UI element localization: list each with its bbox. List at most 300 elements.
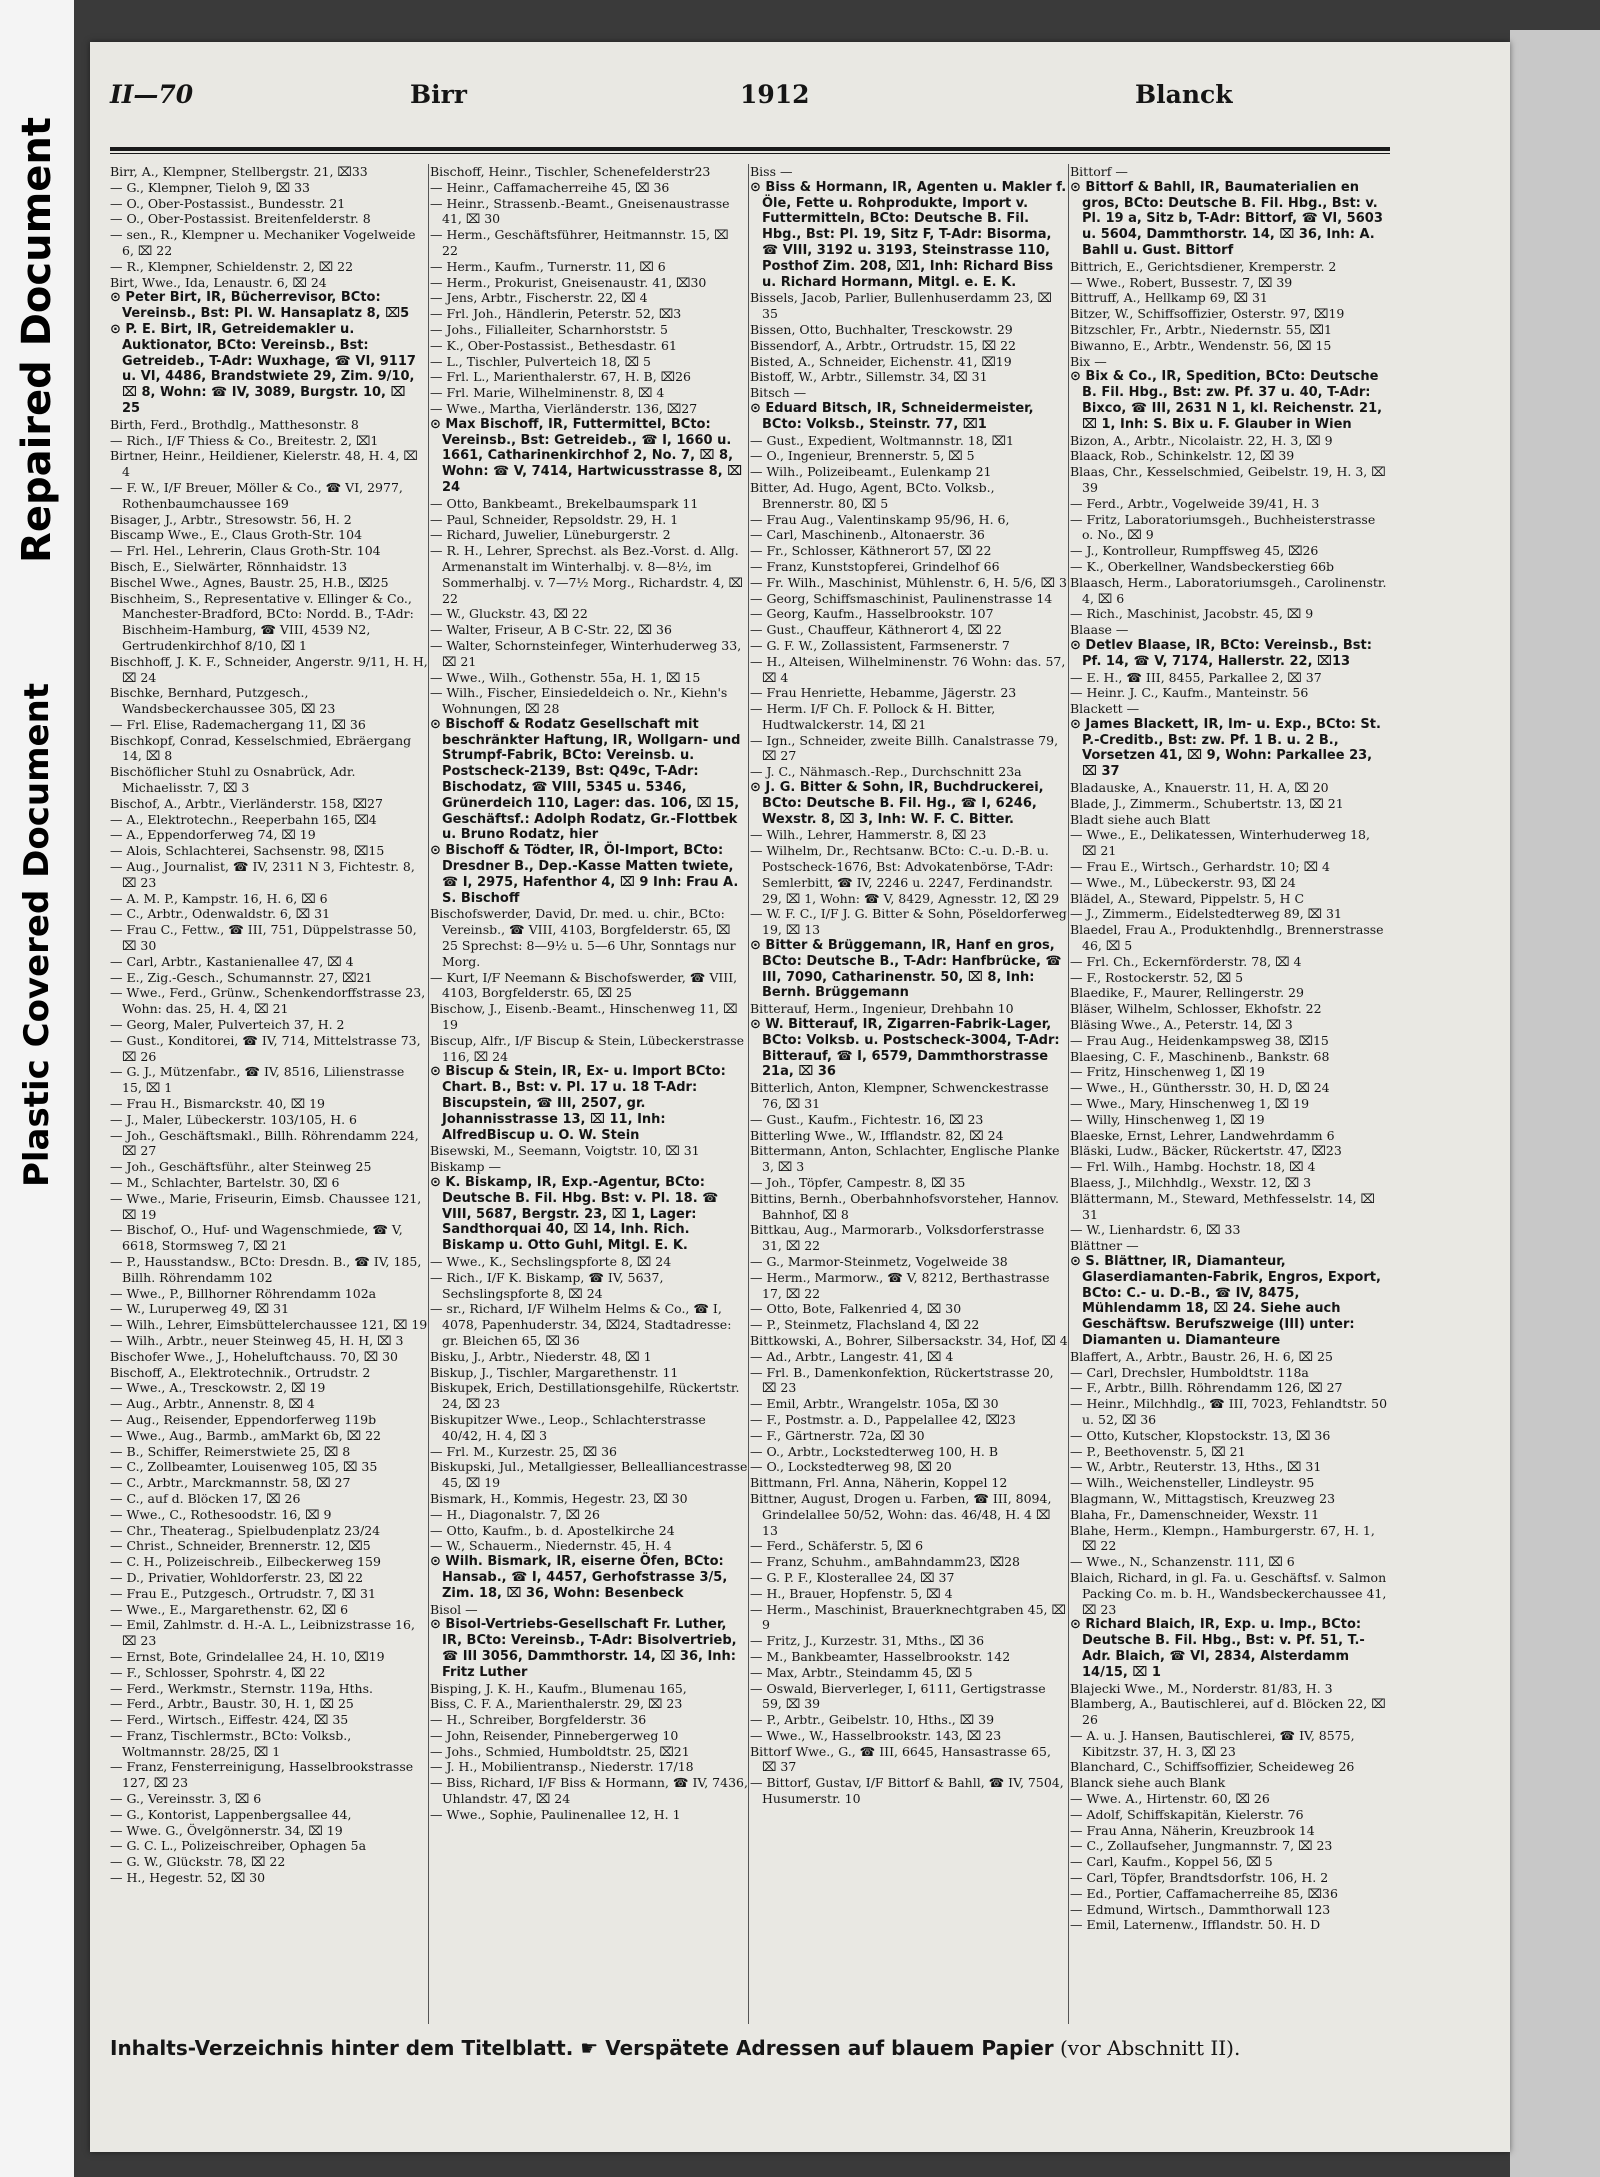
directory-entry: — H., Brauer, Hopfenstr. 5, ⌧ 4 bbox=[750, 1585, 953, 1601]
directory-entry: — Herm., Geschäftsführer, Heitmannstr. 15, ⌧ 22 bbox=[430, 227, 729, 258]
directory-entry: — J. H., Mobilientransp., Niederstr. 17/18 bbox=[430, 1759, 694, 1775]
directory-entry: — F., Gärtnerstr. 72a, ⌧ 30 bbox=[750, 1427, 925, 1443]
directory-entry: — Carl, Drechsler, Humboldtstr. 118a bbox=[1070, 1364, 1309, 1380]
directory-entry: — Wwe., Mary, Hinschenweg 1, ⌧ 19 bbox=[1070, 1096, 1310, 1112]
directory-entry: — Johs., Schmied, Humboldtstr. 25, ⌧21 bbox=[430, 1743, 690, 1759]
directory-entry: Bitzer, W., Schiffsoffizier, Osterstr. 97, ⌧19 bbox=[1070, 306, 1345, 322]
directory-entry: — M., Schlachter, Bartelstr. 30, ⌧ 6 bbox=[110, 1175, 340, 1190]
directory-entry: — Fritz, Laboratoriumsgeh., Buchheisterstrasse o. No., ⌧ 9 bbox=[1070, 511, 1376, 543]
directory-entry: — Kurt, I/F Neemann & Bischofswerder, ☎ VIII, 4103, Borgfelderstr. 65, ⌧ 25 bbox=[430, 969, 738, 1001]
directory-entry: ⊙ Bisol-Vertriebs-Gesellschaft Fr. Luther, IR, BCto: Vereinsb., T-Adr: Bisolvertrieb, ☎ III 3056, Dammthorstr. 14, ⌧ 36, Inh: Fritz Luther bbox=[430, 1617, 737, 1680]
directory-entry: Bitterlich, Anton, Klempner, Schwenckestrasse 76, ⌧ 31 bbox=[750, 1080, 1049, 1112]
directory-entry: Bittkau, Aug., Marmorarb., Volksdorferstrasse 31, ⌧ 22 bbox=[750, 1222, 1045, 1254]
directory-entry: — Gust., Konditorei, ☎ IV, 714, Mittelstrasse 73, ⌧ 26 bbox=[110, 1032, 421, 1064]
directory-entry: — Carl, Arbtr., Kastanienallee 47, ⌧ 4 bbox=[110, 953, 354, 969]
directory-entry: Bittins, Bernh., Oberbahnhofsvorsteher, Hannov. Bahnhof, ⌧ 8 bbox=[750, 1190, 1059, 1222]
directory-entry: Birt, Wwe., Ida, Lenaustr. 6, ⌧ 24 bbox=[110, 274, 327, 290]
directory-entry: — Walter, Schornsteinfeger, Winterhuderweg 33, ⌧ 21 bbox=[430, 637, 742, 669]
directory-entry: Bissendorf, A., Arbtr., Ortrudstr. 15, ⌧ 22 bbox=[750, 337, 1016, 353]
directory-entry: — Frl. Ch., Eckernförderstr. 78, ⌧ 4 bbox=[1070, 953, 1302, 969]
directory-entry: — Fr. Wilh., Maschinist, Mühlenstr. 6, H. 5/6, ⌧ 3 bbox=[750, 574, 1067, 590]
directory-entry: Bischof, A., Arbtr., Vierländerstr. 158, ⌧27 bbox=[110, 795, 383, 811]
directory-entry: Blade, J., Zimmerm., Schubertstr. 13, ⌧ 21 bbox=[1070, 795, 1344, 811]
directory-entry: — Wilhelm, Dr., Rechtsanw. BCto: C.-u. D.-B. u. Postscheck-1676, Bst: Advokatenbörse, T-Adr: Semlerbitt, ☎ IV, 2246 u. 2247, Ferdinandstr. 29, ⌧ 1, Wohn: ☎ V, 8429, Agnesstr. 12, ⌧ 29 bbox=[750, 843, 1060, 906]
directory-entry: — Heinr. J. C., Kaufm., Manteinstr. 56 bbox=[1070, 685, 1309, 701]
directory-entry: ⊙ Wilh. Bismark, IR, eiserne Öfen, BCto: Hansab., ☎ I, 4457, Gerhofstrasse 3/5, Zim. 18, ⌧ 36, Wohn: Besenbeck bbox=[430, 1554, 728, 1601]
directory-entry: — Frau Anna, Näherin, Kreuzbrook 14 bbox=[1070, 1822, 1315, 1838]
directory-entry: — Fritz, J., Kurzestr. 31, Mths., ⌧ 36 bbox=[750, 1633, 985, 1649]
directory-entry: — O., Ober-Postassist., Bundesstr. 21 bbox=[110, 195, 346, 211]
directory-entry: — Willy, Hinschenweg 1, ⌧ 19 bbox=[1070, 1111, 1265, 1127]
directory-entry: Biscup, Alfr., I/F Biscup & Stein, Lübeckerstrasse 116, ⌧ 24 bbox=[430, 1032, 745, 1064]
directory-entry: Bläser, Wilhelm, Schlosser, Ekhofstr. 22 bbox=[1070, 1001, 1322, 1017]
directory-entry: Blaesing, C. F., Maschinenb., Bankstr. 68 bbox=[1070, 1048, 1330, 1064]
directory-entry: Blahe, Herm., Klempn., Hamburgerstr. 67, H. 1, ⌧ 22 bbox=[1070, 1522, 1375, 1554]
directory-entry: — Wwe., A., Tresckowstr. 2, ⌧ 19 bbox=[110, 1380, 326, 1396]
directory-entry: Bitter, Ad. Hugo, Agent, BCto. Volksb., Brennerstr. 80, ⌧ 5 bbox=[750, 479, 995, 511]
directory-entry: — Aug., Reisender, Eppendorferweg 119b bbox=[110, 1411, 377, 1427]
directory-entry: Biskupek, Erich, Destillationsgehilfe, Rückertstr. 24, ⌧ 23 bbox=[430, 1380, 740, 1412]
directory-entry: ⊙ Biss & Hormann, IR, Agenten u. Makler f. Öle, Fette u. Rohprodukte, Import v. Futtermitteln, BCto: Deutsche B. Fil. Hbg., Bst: Pl. 19, Sitz F, T-Adr: Bisorma, ☎ VIII, 3192 u. 3193, Steinstrasse 110, Posthof Zim. 208, ⌧1, Inh: Richard Biss u. Richard Hormann, Mitgl. e. E. K. bbox=[750, 179, 1067, 290]
directory-entry: — F., Postmstr. a. D., Pappelallee 42, ⌧23 bbox=[750, 1411, 1016, 1427]
directory-entry: — John, Reisender, Pinnebergerweg 10 bbox=[430, 1727, 679, 1743]
directory-entry: — Wilh., Lehrer, Hammerstr. 8, ⌧ 23 bbox=[750, 827, 987, 843]
column-4 bbox=[1070, 164, 1388, 2024]
column-separator bbox=[748, 164, 749, 2024]
directory-entry: — F. W., I/F Breuer, Möller & Co., ☎ VI, 2977, Rothenbaumchaussee 169 bbox=[110, 479, 403, 511]
directory-entry: — P., Hausstandsw., BCto: Dresdn. B., ☎ IV, 185, Billh. Röhrendamm 102 bbox=[110, 1253, 422, 1285]
directory-entry: — Wwe., E., Margarethenstr. 62, ⌧ 6 bbox=[110, 1601, 349, 1617]
directory-entry: — Emil, Arbtr., Wrangelstr. 105a, ⌧ 30 bbox=[750, 1396, 999, 1412]
directory-entry: Bissen, Otto, Buchhalter, Tresckowstr. 29 bbox=[750, 321, 1013, 337]
directory-entry: — H., Alteisen, Wilhelminenstr. 76 Wohn: das. 57, ⌧ 4 bbox=[750, 653, 1066, 685]
directory-entry: — Frau H., Bismarckstr. 40, ⌧ 19 bbox=[110, 1096, 325, 1112]
directory-entry: Blaeske, Ernst, Lehrer, Landwehrdamm 6 bbox=[1070, 1127, 1335, 1143]
directory-entry: Birth, Ferd., Brothdlg., Matthesonstr. 8 bbox=[110, 416, 359, 432]
directory-entry: — Aug., Arbtr., Annenstr. 8, ⌧ 4 bbox=[110, 1396, 315, 1412]
directory-entry: — W., Luruperweg 49, ⌧ 31 bbox=[110, 1301, 290, 1317]
directory-entry: — K., Ober-Postassist., Bethesdastr. 61 bbox=[430, 337, 677, 353]
directory-entry: — Wilh., Fischer, Einsiedeldeich o. Nr., Kiehn's Wohnungen, ⌧ 28 bbox=[430, 685, 728, 717]
directory-entry: — C., Arbtr., Odenwaldstr. 6, ⌧ 31 bbox=[110, 906, 331, 922]
page-header bbox=[110, 80, 1390, 124]
directory-entry: — Frl. M., Kurzestr. 25, ⌧ 36 bbox=[430, 1443, 617, 1459]
directory-entry: — Fritz, Hinschenweg 1, ⌧ 19 bbox=[1070, 1064, 1265, 1080]
directory-entry: — Edmund, Wirtsch., Dammthorwall 123 bbox=[1070, 1901, 1331, 1917]
directory-entry: — Joh., Geschäftsmakl., Billh. Röhrendamm 224, ⌧ 27 bbox=[110, 1127, 419, 1159]
directory-entry: Biskupski, Jul., Metallgiesser, Bellealliancestrasse 45, ⌧ 19 bbox=[430, 1459, 748, 1491]
directory-entry: — J. C., Nähmasch.-Rep., Durchschnitt 23a bbox=[750, 764, 1022, 780]
directory-entry: ⊙ Bitter & Brüggemann, IR, Hanf en gros, BCto: Deutsche B., T-Adr: Hanfbrücke, ☎ III, 7090, Catharinenstr. 50, ⌧ 8, Inh: Bernh. Brüggemann bbox=[750, 938, 1062, 1001]
directory-entry: — Ign., Schneider, zweite Billh. Canalstrasse 79, ⌧ 27 bbox=[750, 732, 1059, 764]
directory-entry: — Chr., Theaterag., Spielbudenplatz 23/24 bbox=[110, 1522, 381, 1538]
directory-entry: Blaedel, Frau A., Produktenhdlg., Brennerstrasse 46, ⌧ 5 bbox=[1070, 922, 1384, 954]
directory-entry: — O., Arbtr., Lockstedterweg 100, H. B bbox=[750, 1443, 999, 1459]
directory-entry: — A., Eppendorferweg 74, ⌧ 19 bbox=[110, 827, 316, 843]
directory-entry: — F., Schlosser, Spohrstr. 4, ⌧ 22 bbox=[110, 1664, 326, 1680]
directory-entry: Biwanno, E., Arbtr., Wendenstr. 56, ⌧ 15 bbox=[1070, 337, 1332, 353]
directory-entry: — Rich., I/F Thiess & Co., Breitestr. 2, ⌧1 bbox=[110, 432, 379, 448]
directory-entry: ⊙ W. Bitterauf, IR, Zigarren-Fabrik-Lager, BCto: Volksb. u. Postscheck-3004, T-Adr: Bitterauf, ☎ I, 6579, Dammthorstrasse 21a, ⌧ 36 bbox=[750, 1017, 1060, 1080]
directory-entry: — Adolf, Schiffskapitän, Kielerstr. 76 bbox=[1070, 1806, 1304, 1822]
directory-entry: — C., auf d. Blöcken 17, ⌧ 26 bbox=[110, 1490, 301, 1506]
directory-entry: Blaess, J., Milchhdlg., Wexstr. 12, ⌧ 3 bbox=[1070, 1175, 1312, 1190]
directory-entry: ⊙ Bix & Co., IR, Spedition, BCto: Deutsche B. Fil. Hbg., Bst: zw. Pf. 37 u. 40, T-Adr: Bixco, ☎ III, 2631 N 1, kl. Reichenstr. 21, ⌧ 1, Inh: S. Bix u. F. Glauber in Wien bbox=[1070, 369, 1383, 432]
page-number: II—70 bbox=[110, 80, 194, 109]
column-separator bbox=[428, 164, 429, 2024]
directory-entry: ⊙ Bischoff & Rodatz Gesellschaft mit beschränkter Haftung, IR, Wollgarn- und Strumpf-Fabrik, BCto: Vereinsb. u. Postscheck-2139, Bst: Q49c, T-Adr: Bischodatz, ☎ VIII, 5345 u. 5346, Grünerdeich 110, Lager: das. 106, ⌧ 15, Geschäftsf.: Adolph Rodatz, Gr.-Flottbek u. Bruno Rodatz, hier bbox=[430, 716, 741, 843]
directory-entry: Blackett — bbox=[1070, 701, 1140, 717]
directory-entry: Bläski, Ludw., Bäcker, Rückertstr. 47, ⌧23 bbox=[1070, 1143, 1342, 1159]
directory-entry: — O., Ingenieur, Brennerstr. 5, ⌧ 5 bbox=[750, 448, 975, 464]
directory-entry: Blaas, Chr., Kesselschmied, Geibelstr. 19, H. 3, ⌧ 39 bbox=[1070, 464, 1386, 495]
directory-entry: — Wwe., M., Lübeckerstr. 93, ⌧ 24 bbox=[1070, 874, 1296, 890]
directory-entry: — M., Bankbeamter, Hasselbrookstr. 142 bbox=[750, 1648, 1011, 1664]
directory-entry: — Rich., I/F K. Biskamp, ☎ IV, 5637, Sechslingspforte 8, ⌧ 24 bbox=[430, 1269, 664, 1301]
directory-entry: — Wwe., P., Billhorner Röhrendamm 102a bbox=[110, 1285, 377, 1301]
directory-entry: ⊙ Eduard Bitsch, IR, Schneidermeister, BCto: Volksb., Steinstr. 77, ⌧1 bbox=[750, 400, 1034, 432]
directory-entry: Bittorf — bbox=[1070, 164, 1128, 179]
directory-entry: — Wwe., Wilh., Gothenstr. 55a, H. 1, ⌧ 15 bbox=[430, 669, 701, 685]
directory-entry: — G. P. F., Klosterallee 24, ⌧ 37 bbox=[750, 1569, 955, 1585]
directory-entry: — Paul, Schneider, Repsoldstr. 29, H. 1 bbox=[430, 511, 679, 527]
directory-entry: — O., Lockstedterweg 98, ⌧ 20 bbox=[750, 1459, 952, 1475]
directory-entry: Bizon, A., Arbtr., Nicolaistr. 22, H. 3, ⌧ 9 bbox=[1070, 432, 1333, 448]
directory-entry: — G. J., Mützenfabr., ☎ IV, 8516, Lilienstrasse 15, ⌧ 1 bbox=[110, 1064, 405, 1096]
directory-entry: ⊙ Max Bischoff, IR, Futtermittel, BCto: Vereinsb., Bst: Getreideb., ☎ I, 1660 u. 1661, Catharinenkirchhof 2, No. 7, ⌧ 8, Wohn: ☎ V, 7414, Hartwicusstrasse 8, ⌧ 24 bbox=[430, 416, 743, 495]
directory-entry: — Wilh., Polizeibeamt., Eulenkamp 21 bbox=[750, 464, 992, 480]
directory-entry: — F., Rostockerstr. 52, ⌧ 5 bbox=[1070, 969, 1244, 985]
directory-entry: — Herm., Kaufm., Turnerstr. 11, ⌧ 6 bbox=[430, 258, 666, 274]
directory-entry: Biss, C. F. A., Marienthalerstr. 29, ⌧ 23 bbox=[430, 1696, 683, 1712]
directory-entry: — A., Elektrotechn., Reeperbahn 165, ⌧4 bbox=[110, 811, 377, 827]
directory-entry: Bittrich, E., Gerichtsdiener, Kremperstr. 2 bbox=[1070, 258, 1337, 274]
directory-entry: — W., Gluckstr. 43, ⌧ 22 bbox=[430, 606, 588, 622]
directory-entry: — Biss, Richard, I/F Biss & Hormann, ☎ IV, 7436, Uhlandstr. 47, ⌧ 24 bbox=[430, 1775, 748, 1807]
column-2 bbox=[430, 164, 748, 2024]
directory-entry: — Frau C., Fettw., ☎ III, 751, Düppelstrasse 50, ⌧ 30 bbox=[110, 922, 417, 954]
directory-entry: — E., Zig.-Gesch., Schumannstr. 27, ⌧21 bbox=[110, 969, 373, 985]
directory-entry: — Franz, Kunststopferei, Grindelhof 66 bbox=[750, 558, 1000, 574]
directory-entry: Blaich, Richard, in gl. Fa. u. Geschäftsf. v. Salmon Packing Co. m. b. H., Wandsbeckerchaussee 41, ⌧ 23 bbox=[1070, 1569, 1387, 1617]
directory-entry: Bittmann, Frl. Anna, Näherin, Koppel 12 bbox=[750, 1475, 1008, 1491]
directory-entry: — Joh., Geschäftsführ., alter Steinweg 25 bbox=[110, 1159, 372, 1175]
directory-entry: — W., Schauerm., Niedernstr. 45, H. 4 bbox=[430, 1538, 672, 1554]
side-strip bbox=[0, 0, 74, 2177]
header-last-name: Blanck bbox=[1135, 80, 1233, 109]
directory-entry: Bisager, J., Arbtr., Stresowstr. 56, H. 2 bbox=[110, 511, 352, 527]
directory-entry: Bittermann, Anton, Schlachter, Englische Planke 3, ⌧ 3 bbox=[750, 1143, 1060, 1175]
directory-entry: — Frl. Wilh., Hambg. Hochstr. 18, ⌧ 4 bbox=[1070, 1159, 1316, 1175]
directory-entry: Bladauske, A., Knauerstr. 11, H. A, ⌧ 20 bbox=[1070, 780, 1329, 796]
directory-entry: Bittruff, A., Hellkamp 69, ⌧ 31 bbox=[1070, 290, 1268, 306]
header-year: 1912 bbox=[740, 80, 810, 109]
directory-entry: — Wwe., Robert, Bussestr. 7, ⌧ 39 bbox=[1070, 274, 1293, 290]
directory-entry: — Wwe., N., Schanzenstr. 111, ⌧ 6 bbox=[1070, 1554, 1295, 1570]
directory-entry: Bitterauf, Herm., Ingenieur, Drehbahn 10 bbox=[750, 1001, 1014, 1017]
directory-entry: — Wwe., Aug., Barmb., amMarkt 6b, ⌧ 22 bbox=[110, 1427, 382, 1443]
directory-entry: — Wwe. G., Övelgönnerstr. 34, ⌧ 19 bbox=[110, 1822, 343, 1838]
directory-entry: — Gust., Kaufm., Fichtestr. 16, ⌧ 23 bbox=[750, 1111, 984, 1127]
directory-entry: Biskamp — bbox=[430, 1159, 501, 1175]
directory-entry: — Herm., Prokurist, Gneisenaustr. 41, ⌧30 bbox=[430, 274, 707, 290]
directory-entry: — Wwe., K., Sechslingspforte 8, ⌧ 24 bbox=[430, 1253, 672, 1269]
directory-entry: Bischow, J., Eisenb.-Beamt., Hinschenweg 11, ⌧ 19 bbox=[430, 1001, 738, 1033]
directory-entry: Bittorf Wwe., G., ☎ III, 6645, Hansastrasse 65, ⌧ 37 bbox=[750, 1743, 1051, 1775]
directory-entry: Blanck siehe auch Blank bbox=[1070, 1775, 1226, 1791]
directory-entry: — Wwe., W., Hasselbrookstr. 143, ⌧ 23 bbox=[750, 1727, 1002, 1743]
page-edge-background bbox=[1510, 30, 1600, 2177]
directory-entry: — L., Tischler, Pulverteich 18, ⌧ 5 bbox=[430, 353, 651, 369]
directory-entry: Bisch, E., Sielwärter, Rönnhaidstr. 13 bbox=[110, 558, 348, 574]
directory-entry: Biss — bbox=[750, 164, 793, 179]
directory-entry: Blädel, A., Steward, Pippelstr. 5, H C bbox=[1070, 890, 1305, 906]
directory-entry: — Frl. Hel., Lehrerin, Claus Groth-Str. 104 bbox=[110, 543, 381, 559]
directory-entry: — A. M. P., Kampstr. 16, H. 6, ⌧ 6 bbox=[110, 890, 328, 906]
directory-entry: — Wwe., E., Delikatessen, Winterhuderweg 18, ⌧ 21 bbox=[1070, 827, 1370, 859]
directory-entry: — Georg, Schiffsmaschinist, Paulinenstrasse 14 bbox=[750, 590, 1053, 606]
directory-entry: — Otto, Bote, Falkenried 4, ⌧ 30 bbox=[750, 1301, 962, 1317]
directory-entry: — P., Beethovenstr. 5, ⌧ 21 bbox=[1070, 1443, 1246, 1459]
directory-entry: — H., Diagonalstr. 7, ⌧ 26 bbox=[430, 1506, 600, 1522]
column-3 bbox=[750, 164, 1068, 2024]
column-1 bbox=[110, 164, 428, 2024]
directory-entry: — W. F. C., I/F J. G. Bitter & Sohn, Pöseldorferweg 19, ⌧ 13 bbox=[750, 906, 1067, 938]
repaired-document-label: Repaired Document bbox=[14, 117, 60, 563]
directory-entry: — Bittorf, Gustav, I/F Bittorf & Bahll, ☎ IV, 7504, Husumerstr. 10 bbox=[750, 1775, 1064, 1807]
directory-entry: ⊙ J. G. Bitter & Sohn, IR, Buchdruckerei, BCto: Deutsche B. Fil. Hg., ☎ I, 6246, Wexstr. 8, ⌧ 3, Inh: W. F. C. Bitter. bbox=[750, 780, 1044, 827]
directory-entry: Blaase — bbox=[1070, 622, 1129, 638]
directory-entry: Bittkowski, A., Bohrer, Silbersackstr. 34, Hof, ⌧ 4 bbox=[750, 1332, 1068, 1348]
directory-entry: Bisol — bbox=[430, 1601, 478, 1617]
directory-entry: — O., Ober-Postassist. Breitenfelderstr. 8 bbox=[110, 211, 371, 227]
directory-entry: — Wwe., H., Günthersstr. 30, H. D, ⌧ 24 bbox=[1070, 1080, 1330, 1096]
directory-entry: Bischoff, A., Elektrotechnik., Ortrudstr. 2 bbox=[110, 1364, 371, 1380]
directory-entry: ⊙ K. Biskamp, IR, Exp.-Agentur, BCto: Deutsche B. Fil. Hbg. Bst: v. Pl. 18. ☎ VIII, 5687, Bergstr. 23, ⌧ 1, Lager: Sandthorquai 40, ⌧ 14, Inh. Rich. Biskamp u. Otto Guhl, Mitgl. E. K. bbox=[430, 1175, 719, 1254]
directory-entry: — Otto, Bankbeamt., Brekelbaumspark 11 bbox=[430, 495, 699, 511]
directory-entry: — Franz, Fensterreinigung, Hasselbrookstrasse 127, ⌧ 23 bbox=[110, 1759, 414, 1791]
directory-entry: — Herm., Marmorw., ☎ V, 8212, Berthastrasse 17, ⌧ 22 bbox=[750, 1269, 1050, 1301]
directory-entry: ⊙ P. E. Birt, IR, Getreidemakler u. Auktionator, BCto: Vereinsb., Bst: Getreideb., T-Adr: Wuxhage, ☎ VI, 9117 u. VI, 4486, Brandstwiete 29, Zim. 9/10, ⌧ 8, Wohn: ☎ IV, 3089, Burgstr. 10, ⌧ 25 bbox=[110, 321, 416, 416]
directory-entry: Biskup, J., Tischler, Margarethenstr. 11 bbox=[430, 1364, 679, 1380]
directory-entry: — J., Zimmerm., Eidelstedterweg 89, ⌧ 31 bbox=[1070, 906, 1342, 922]
directory-entry: — Wilh., Lehrer, Eimsbüttelerchaussee 121, ⌧ 19 bbox=[110, 1317, 428, 1333]
directory-entry: Blaedike, F., Maurer, Rellingerstr. 29 bbox=[1070, 985, 1304, 1001]
directory-entry: — Carl, Kaufm., Koppel 56, ⌧ 5 bbox=[1070, 1854, 1273, 1870]
directory-entry: — Oswald, Bierverleger, I, 6111, Gertigstrasse 59, ⌧ 39 bbox=[750, 1680, 1046, 1712]
directory-entry: — Frl. B., Damenkonfektion, Rückertstrasse 20, ⌧ 23 bbox=[750, 1364, 1054, 1396]
directory-entry: — Carl, Töpfer, Brandtsdorfstr. 106, H. 2 bbox=[1070, 1870, 1329, 1886]
plastic-covered-document-label: Plastic Covered Document bbox=[17, 682, 57, 1188]
directory-entry: — P., Steinmetz, Flachsland 4, ⌧ 22 bbox=[750, 1317, 980, 1333]
directory-entry: — Wilh., Weichensteller, Lindleystr. 95 bbox=[1070, 1475, 1315, 1491]
directory-entry: — C., Arbtr., Marckmannstr. 58, ⌧ 27 bbox=[110, 1475, 351, 1491]
directory-entry: — Frau Henriette, Hebamme, Jägerstr. 23 bbox=[750, 685, 1017, 701]
directory-entry: — Frl. L., Marienthalerstr. 67, H. B, ⌧26 bbox=[430, 369, 691, 385]
directory-entry: — Ferd., Wirtsch., Eiffestr. 424, ⌧ 35 bbox=[110, 1712, 349, 1728]
directory-entry: — G. F. W., Zollassistent, Farmsenerstr. 7 bbox=[750, 637, 1010, 653]
directory-entry: Blaffert, A., Arbtr., Baustr. 26, H. 6, ⌧ 25 bbox=[1070, 1348, 1333, 1364]
directory-entry: Bistoff, W., Arbtr., Sillemstr. 34, ⌧ 31 bbox=[750, 369, 988, 385]
directory-entry: — Frl. Joh., Händlerin, Peterstr. 52, ⌧3 bbox=[430, 306, 682, 322]
directory-entry: — G., Vereinsstr. 3, ⌧ 6 bbox=[110, 1791, 262, 1807]
directory-entry: — Wwe., Ferd., Grünw., Schenkendorffstrasse 23, Wohn: das. 25, H. 4, ⌧ 21 bbox=[110, 985, 426, 1017]
directory-entry: Blagmann, W., Mittagstisch, Kreuzweg 23 bbox=[1070, 1490, 1336, 1506]
directory-entry: — G. C. L., Polizeischreiber, Ophagen 5a bbox=[110, 1838, 367, 1854]
directory-entry: Bitterling Wwe., W., Ifflandstr. 82, ⌧ 24 bbox=[750, 1127, 1004, 1143]
footer-note: (vor Abschnitt II). bbox=[1053, 2036, 1241, 2060]
directory-entry: — R. H., Lehrer, Sprechst. als Bez.-Vorst. d. Allg. Armenanstalt im Winterhalbj. v. 8—8½, im Sommerhalbj. v. 7—7½ Morg., Richardstr. 4, ⌧ 22 bbox=[430, 543, 743, 606]
directory-entry: — Heinr., Strassenb.-Beamt., Gneisenaustrasse 41, ⌧ 30 bbox=[430, 195, 730, 227]
directory-entry: — Jens, Arbtr., Fischerstr. 22, ⌧ 4 bbox=[430, 290, 648, 306]
directory-entry: — Wwe. A., Hirtenstr. 60, ⌧ 26 bbox=[1070, 1791, 1270, 1807]
directory-entry: — Frl. Marie, Wilhelminenstr. 8, ⌧ 4 bbox=[430, 385, 665, 401]
directory-entry: — A. u. J. Hansen, Bautischlerei, ☎ IV, 8575, Kibitzstr. 37, H. 3, ⌧ 23 bbox=[1070, 1727, 1355, 1759]
directory-entry: — Wwe., Sophie, Paulinenallee 12, H. 1 bbox=[430, 1806, 681, 1822]
directory-entry: — K., Oberkellner, Wandsbeckerstieg 66b bbox=[1070, 558, 1335, 574]
directory-entry: — Christ., Schneider, Brennerstr. 12, ⌧5 bbox=[110, 1538, 371, 1554]
directory-entry: — Frau E., Putzgesch., Ortrudstr. 7, ⌧ 31 bbox=[110, 1585, 376, 1601]
directory-entry: — Fr., Schlosser, Käthnerort 57, ⌧ 22 bbox=[750, 543, 992, 559]
directory-entry: — Otto, Kaufm., b. d. Apostelkirche 24 bbox=[430, 1522, 675, 1538]
directory-entry: ⊙ S. Blättner, IR, Diamanteur, Glaserdiamanten-Fabrik, Engros, Export, BCto: C.- u. D.-B., ☎ IV, 8475, Mühlendamm 18, ⌧ 24. Siehe auch Geschäftsw. Berufszweige (III) unter: Diamanten u. Diamanteure bbox=[1070, 1253, 1381, 1348]
directory-entry: — Franz, Schuhm., amBahndamm23, ⌧28 bbox=[750, 1554, 1021, 1570]
directory-entry: Biscamp Wwe., E., Claus Groth-Str. 104 bbox=[110, 527, 363, 543]
column-separator bbox=[1068, 164, 1069, 2024]
directory-entry: — Joh., Töpfer, Campestr. 8, ⌧ 35 bbox=[750, 1175, 966, 1190]
directory-entry: Bitsch — bbox=[750, 385, 807, 401]
directory-entry: — B., Schiffer, Reimerstwiete 25, ⌧ 8 bbox=[110, 1443, 351, 1459]
directory-entry: Bischöflicher Stuhl zu Osnabrück, Adr. Michaelisstr. 7, ⌧ 3 bbox=[110, 764, 356, 796]
directory-entry: — J., Maler, Lübeckerstr. 103/105, H. 6 bbox=[110, 1111, 357, 1127]
directory-entry: ⊙ Biscup & Stein, IR, Ex- u. Import BCto: Chart. B., Bst: v. Pl. 17 u. 18 T-Adr: Biscupstein, ☎ III, 2507, gr. Johannisstrasse 13, ⌧ 11, Inh: AlfredBiscup u. O. W. Stein bbox=[430, 1064, 726, 1143]
directory-entry: Birr, A., Klempner, Stellbergstr. 21, ⌧33 bbox=[110, 164, 368, 179]
directory-entry: — sen., R., Klempner u. Mechaniker Vogelweide 6, ⌧ 22 bbox=[110, 227, 416, 258]
directory-entry: — Carl, Maschinenb., Altonaerstr. 36 bbox=[750, 527, 985, 543]
directory-entry: Bisewski, M., Seemann, Voigtstr. 10, ⌧ 31 bbox=[430, 1143, 700, 1159]
directory-entry: — Otto, Kutscher, Klopstockstr. 13, ⌧ 36 bbox=[1070, 1427, 1331, 1443]
directory-entry: — Frau Aug., Valentinskamp 95/96, H. 6, bbox=[750, 511, 1010, 527]
directory-entry: Bisping, J. K. H., Kaufm., Blumenau 165, bbox=[430, 1680, 687, 1696]
directory-entry: Birtner, Heinr., Heildiener, Kielerstr. 48, H. 4, ⌧ 4 bbox=[110, 448, 418, 480]
directory-entry: — G., Marmor-Steinmetz, Vogelweide 38 bbox=[750, 1253, 1008, 1269]
directory-entry: — P., Arbtr., Geibelstr. 10, Hths., ⌧ 39 bbox=[750, 1712, 995, 1728]
directory-entry: Bitzschler, Fr., Arbtr., Niedernstr. 55, ⌧1 bbox=[1070, 321, 1332, 337]
directory-entry: Bladt siehe auch Blatt bbox=[1070, 811, 1211, 827]
directory-entry: — Wwe., Marie, Friseurin, Eimsb. Chaussee 121, ⌧ 19 bbox=[110, 1190, 422, 1222]
directory-entry: — Aug., Journalist, ☎ IV, 2311 N 3, Fichtestr. 8, ⌧ 23 bbox=[110, 859, 415, 890]
directory-entry: — C., Zollbeamter, Louisenweg 105, ⌧ 35 bbox=[110, 1459, 378, 1475]
directory-entry: — Georg, Maler, Pulverteich 37, H. 2 bbox=[110, 1017, 345, 1033]
directory-entry: — G., Klempner, Tieloh 9, ⌧ 33 bbox=[110, 179, 310, 195]
directory-entry: Blamberg, A., Bautischlerei, auf d. Blöcken 22, ⌧ 26 bbox=[1070, 1696, 1386, 1728]
directory-entry: — Bischof, O., Huf- und Wagenschmiede, ☎ V, 6618, Stormsweg 7, ⌧ 21 bbox=[110, 1222, 403, 1254]
directory-entry: — G. W., Glückstr. 78, ⌧ 22 bbox=[110, 1854, 286, 1870]
directory-entry: Bismark, H., Kommis, Hegestr. 23, ⌧ 30 bbox=[430, 1490, 688, 1506]
directory-entry: — Max, Arbtr., Steindamm 45, ⌧ 5 bbox=[750, 1664, 973, 1680]
directory-entry: Bischel Wwe., Agnes, Baustr. 25, H.B., ⌧25 bbox=[110, 574, 389, 590]
directory-entry: — Ernst, Bote, Grindelallee 24, H. 10, ⌧19 bbox=[110, 1648, 385, 1664]
directory-entry: — Ferd., Werkmstr., Sternstr. 119a, Hths. bbox=[110, 1680, 373, 1696]
directory-entry: ⊙ Richard Blaich, IR, Exp. u. Imp., BCto: Deutsche B. Fil. Hbg., Bst: v. Pf. 51, T.-Adr. Blaich, ☎ VI, 2834, Alsterdamm 14/15, ⌧ 1 bbox=[1070, 1617, 1365, 1680]
directory-entry: — W., Arbtr., Reuterstr. 13, Hths., ⌧ 31 bbox=[1070, 1459, 1322, 1475]
directory-entry: Bittner, August, Drogen u. Farben, ☎ III, 8094, Grindelallee 50/52, Wohn: das. 46/48, H. 4 ⌧ 13 bbox=[750, 1490, 1052, 1538]
directory-entry: — H., Schreiber, Borgfelderstr. 36 bbox=[430, 1712, 647, 1728]
directory-entry: — Franz, Tischlermstr., BCto: Volksb., Woltmannstr. 28/25, ⌧ 1 bbox=[110, 1727, 352, 1759]
directory-entry: — Frl. Elise, Rademachergang 11, ⌧ 36 bbox=[110, 716, 366, 732]
directory-entry: — Ferd., Arbtr., Baustr. 30, H. 1, ⌧ 25 bbox=[110, 1696, 354, 1712]
directory-entry: Bissels, Jacob, Parlier, Bullenhuserdamm 23, ⌧ 35 bbox=[750, 290, 1052, 322]
directory-entry: — W., Lienhardstr. 6, ⌧ 33 bbox=[1070, 1222, 1241, 1238]
header-rule bbox=[110, 147, 1390, 151]
directory-entry: — Frau Aug., Heidenkampsweg 38, ⌧15 bbox=[1070, 1032, 1329, 1048]
directory-entry: Blättner — bbox=[1070, 1238, 1139, 1254]
directory-entry: Bischkopf, Conrad, Kesselschmied, Ebräergang 14, ⌧ 8 bbox=[110, 732, 412, 764]
directory-entry: — Ferd., Arbtr., Vogelweide 39/41, H. 3 bbox=[1070, 495, 1320, 511]
directory-entry: — Gust., Expedient, Woltmannstr. 18, ⌧1 bbox=[750, 432, 1015, 448]
directory-entry: — Wilh., Arbtr., neuer Steinweg 45, H. H, ⌧ 3 bbox=[110, 1332, 404, 1348]
page-footer bbox=[110, 2036, 1400, 2066]
directory-entry: Bix — bbox=[1070, 353, 1107, 369]
directory-entry: ⊙ Bischoff & Tödter, IR, Öl-Import, BCto: Dresdner B., Dep.-Kasse Matten twiete, ☎ I, 2975, Hafenthor 4, ⌧ 9 Inh: Frau A. S. Bischoff bbox=[430, 843, 739, 906]
directory-entry: — Ed., Portier, Caffamacherreihe 85, ⌧36 bbox=[1070, 1885, 1338, 1901]
directory-entry: Blättermann, M., Steward, Methfesselstr. 14, ⌧ 31 bbox=[1070, 1190, 1375, 1222]
directory-entry: — Wwe., Martha, Vierländerstr. 136, ⌧27 bbox=[430, 400, 698, 416]
directory-entry: — Herm., Maschinist, Brauerknechtgraben 45, ⌧ 9 bbox=[750, 1601, 1066, 1633]
directory-entry: — Heinr., Caffamacherreihe 45, ⌧ 36 bbox=[430, 179, 670, 195]
directory-entry: — H., Hegestr. 52, ⌧ 30 bbox=[110, 1870, 266, 1886]
directory-entry: Bisku, J., Arbtr., Niederstr. 48, ⌧ 1 bbox=[430, 1348, 652, 1364]
directory-entry: ⊙ Detlev Blaase, IR, BCto: Vereinsb., Bst: Pf. 14, ☎ V, 7174, Hallerstr. 22, ⌧13 bbox=[1070, 637, 1372, 669]
directory-entry: — Richard, Juwelier, Lüneburgerstr. 2 bbox=[430, 527, 671, 543]
directory-entry: Bischhoff, J. K. F., Schneider, Angerstr. 9/11, H. H, ⌧ 24 bbox=[110, 653, 428, 685]
directory-entry: ⊙ Peter Birt, IR, Bücherrevisor, BCto: Vereinsb., Bst: Pl. W. Hansaplatz 8, ⌧5 bbox=[110, 290, 410, 322]
directory-entry: — Wwe., C., Rothesoodstr. 16, ⌧ 9 bbox=[110, 1506, 332, 1522]
directory-entry: — G., Kontorist, Lappenbergsallee 44, bbox=[110, 1806, 352, 1822]
directory-entry: Blaha, Fr., Damenschneider, Wexstr. 11 bbox=[1070, 1506, 1320, 1522]
directory-entry: — Herm. I/F Ch. F. Pollock & H. Bitter, Hudtwalckerstr. 14, ⌧ 21 bbox=[750, 701, 996, 732]
directory-entry: — E. H., ☎ III, 8455, Parkallee 2, ⌧ 37 bbox=[1070, 669, 1322, 685]
directory-entry: Blanchard, C., Schiffsoffizier, Scheideweg 26 bbox=[1070, 1759, 1355, 1775]
header-first-name: Birr bbox=[410, 80, 467, 109]
directory-entry: — Emil, Zahlmstr. d. H.-A. L., Leibnizstrasse 16, ⌧ 23 bbox=[110, 1617, 415, 1649]
directory-entry: — Gust., Chauffeur, Käthnerort 4, ⌧ 22 bbox=[750, 622, 1002, 638]
directory-entry: Bischoff, Heinr., Tischler, Schenefelderstr23 bbox=[430, 164, 711, 179]
directory-entry: — Alois, Schlachterei, Sachsenstr. 98, ⌧15 bbox=[110, 843, 385, 859]
directory-entry: — C. H., Polizeischreib., Eilbeckerweg 159 bbox=[110, 1554, 381, 1570]
directory-entry: Blaack, Rob., Schinkelstr. 12, ⌧ 39 bbox=[1070, 448, 1295, 464]
directory-entry: — F., Arbtr., Billh. Röhrendamm 126, ⌧ 27 bbox=[1070, 1380, 1343, 1396]
directory-entry: — Heinr., Milchhdlg., ☎ III, 7023, Fehlandtstr. 50 u. 52, ⌧ 36 bbox=[1070, 1396, 1388, 1427]
directory-entry: Blajecki Wwe., M., Norderstr. 81/83, H. 3 bbox=[1070, 1680, 1333, 1696]
directory-entry: — Rich., Maschinist, Jacobstr. 45, ⌧ 9 bbox=[1070, 606, 1314, 622]
directory-entry: — sr., Richard, I/F Wilhelm Helms & Co., ☎ I, 4078, Papenhuderstr. 34, ⌧24, Stadtadresse: gr. Bleichen 65, ⌧ 36 bbox=[430, 1301, 732, 1348]
directory-entry: — Johs., Filialleiter, Scharnhorststr. 5 bbox=[430, 321, 668, 337]
header-rule-thin bbox=[110, 153, 1390, 154]
directory-entry: — D., Privatier, Wohldorferstr. 23, ⌧ 22 bbox=[110, 1569, 364, 1585]
directory-entry: Bischheim, S., Representative v. Ellinger & Co., Manchester-Bradford, BCto: Nordd. B., T-Adr: Bischheim-Hamburg, ☎ VIII, 4539 N2, Gertrudenkirchhof 8/10, ⌧ 1 bbox=[110, 590, 414, 653]
directory-entry: Biskupitzer Wwe., Leop., Schlachterstrasse 40/42, H. 4, ⌧ 3 bbox=[430, 1411, 706, 1443]
directory-entry: — C., Zollaufseher, Jungmannstr. 7, ⌧ 23 bbox=[1070, 1838, 1333, 1854]
directory-entry: — Emil, Laternenw., Ifflandstr. 50. H. D bbox=[1070, 1917, 1321, 1933]
directory-entry: — Frau E., Wirtsch., Gerhardstr. 10; ⌧ 4 bbox=[1070, 859, 1330, 875]
directory-entry: — Walter, Friseur, A B C-Str. 22, ⌧ 36 bbox=[430, 622, 672, 638]
directory-entry: — Ferd., Schäferstr. 5, ⌧ 6 bbox=[750, 1538, 924, 1554]
directory-entry: Blaasch, Herm., Laboratoriumsgeh., Carolinenstr. 4, ⌧ 6 bbox=[1070, 574, 1387, 606]
directory-entry: — Georg, Kaufm., Hasselbrookstr. 107 bbox=[750, 606, 994, 622]
directory-entry: Bischofswerder, David, Dr. med. u. chir., BCto: Vereinsb., ☎ VIII, 4103, Borgfelderstr. 65, ⌧ 25 Sprechst: 8—9½ u. 5—6 Uhr, Sonntags nur Morg. bbox=[430, 906, 736, 969]
directory-entry: — R., Klempner, Schieldenstr. 2, ⌧ 22 bbox=[110, 258, 354, 274]
